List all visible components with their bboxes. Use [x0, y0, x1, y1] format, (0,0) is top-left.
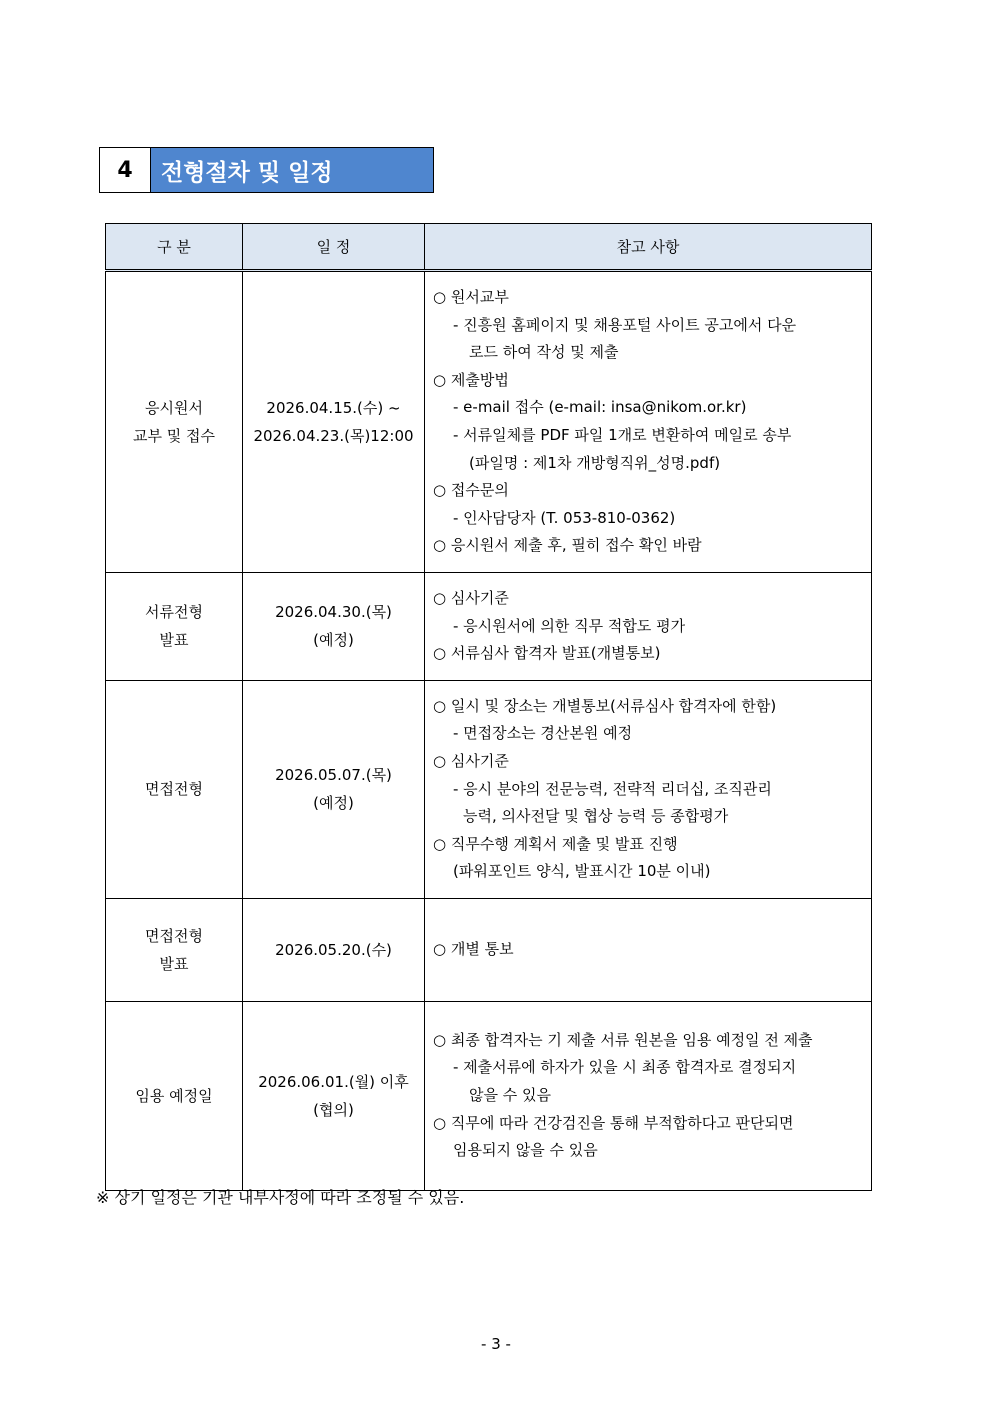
table-row — [106, 898, 872, 1001]
note-continuation: 않을 수 있음 — [469, 1086, 551, 1105]
category-line: 면접전형 — [145, 926, 203, 945]
note-continuation: 능력, 의사전달 및 협상 능력 등 종합평가 — [463, 807, 729, 826]
schedule-line: (예정) — [313, 794, 354, 813]
table-row — [106, 680, 872, 898]
note-item: ○ 직무수행 계획서 제출 및 발표 진행 — [433, 834, 678, 853]
schedule-line: 2026.04.15.(수) ~ — [266, 398, 401, 417]
note-item: ○ 원서교부 — [433, 288, 509, 306]
schedule-line: 2026.06.01.(월) 이후 — [258, 1072, 409, 1091]
note-item: ○ 심사기준 — [433, 588, 509, 607]
note-continuation: (파일명 : 제1차 개방형직위_성명.pdf) — [469, 453, 721, 472]
note-continuation: 로드 하여 작성 및 제출 — [469, 343, 619, 362]
note-item: ○ 직무에 따라 건강검진을 통해 부적합하다고 판단되면 — [433, 1113, 794, 1132]
notes-cell — [425, 1001, 872, 1190]
category-line: 교부 및 접수 — [133, 426, 215, 445]
footnote: ※ 상기 일정은 기관 내부사정에 따라 조정될 수 있음. — [96, 1188, 465, 1207]
section-number: 4 — [100, 148, 151, 192]
schedule-cell — [243, 898, 425, 1001]
schedule-cell — [243, 1001, 425, 1190]
note-subitem: - 서류일체를 PDF 파일 1개로 변환하여 메일로 송부 — [453, 425, 792, 444]
note-item: ○ 일시 및 장소는 개별통보(서류심사 합격자에 한함) — [433, 696, 777, 715]
category-cell — [106, 271, 243, 573]
schedule-line: 2026.05.07.(목) — [275, 766, 392, 785]
note-continuation: 임용되지 않을 수 있음 — [453, 1141, 598, 1160]
section-title: 전형절차 및 일정 — [151, 148, 433, 192]
note-subitem: - 응시 분야의 전문능력, 전략적 리더십, 조직관리 — [453, 779, 772, 798]
schedule-table — [105, 223, 872, 1191]
note-subitem: - e-mail 접수 (e-mail: insa@nikom.or.kr) — [453, 398, 747, 417]
section-header — [99, 147, 434, 193]
note-item: ○ 제출방법 — [433, 370, 509, 389]
notes-cell — [425, 572, 872, 680]
schedule-line: 2026.05.20.(수) — [275, 940, 392, 959]
notes-cell — [425, 898, 872, 1001]
category-cell — [106, 898, 243, 1001]
category-cell — [106, 1001, 243, 1190]
note-subitem: - 인사담당자 (T. 053-810-0362) — [453, 508, 676, 527]
note-subitem: - 면접장소는 경산본원 예정 — [453, 724, 633, 743]
header-notes: 참고 사항 — [425, 224, 872, 271]
table-row — [106, 572, 872, 680]
category-line: 응시원서 — [145, 398, 203, 417]
note-item: ○ 최종 합격자는 기 제출 서류 원본을 임용 예정일 전 제출 — [433, 1030, 813, 1049]
note-subitem: - 제출서류에 하자가 있을 시 최종 합격자로 결정되지 — [453, 1058, 797, 1077]
note-item: ○ 접수문의 — [433, 481, 509, 500]
schedule-line: (예정) — [313, 631, 354, 650]
schedule-line: 2026.04.30.(목) — [275, 603, 392, 622]
category-cell — [106, 572, 243, 680]
notes-cell — [425, 271, 872, 573]
table-row — [106, 1001, 872, 1190]
category-cell — [106, 680, 243, 898]
note-item: ○ 개별 통보 — [433, 940, 514, 959]
schedule-cell — [243, 271, 425, 573]
category-line: 임용 예정일 — [135, 1086, 213, 1105]
page-number: - 3 - — [481, 1335, 511, 1353]
schedule-cell — [243, 680, 425, 898]
note-subitem: - 응시원서에 의한 직무 적합도 평가 — [453, 616, 686, 635]
note-continuation: (파워포인트 양식, 발표시간 10분 이내) — [453, 862, 711, 881]
schedule-line: 2026.04.23.(목)12:00 — [253, 426, 414, 445]
schedule-cell — [243, 572, 425, 680]
table-row — [106, 271, 872, 573]
notes-cell — [425, 680, 872, 898]
category-line: 발표 — [159, 954, 189, 973]
schedule-line: (협의) — [313, 1100, 354, 1119]
header-category: 구 분 — [106, 224, 243, 271]
category-line: 발표 — [159, 631, 189, 650]
note-item: ○ 서류심사 합격자 발표(개별통보) — [433, 644, 661, 663]
header-schedule: 일 정 — [243, 224, 425, 271]
note-item: ○ 심사기준 — [433, 751, 509, 770]
category-line: 면접전형 — [145, 780, 203, 799]
category-line: 서류전형 — [145, 603, 203, 622]
table-header-row — [106, 224, 872, 271]
note-subitem: - 진흥원 홈페이지 및 채용포털 사이트 공고에서 다운 — [453, 315, 797, 334]
note-item: ○ 응시원서 제출 후, 필히 접수 확인 바람 — [433, 536, 702, 555]
